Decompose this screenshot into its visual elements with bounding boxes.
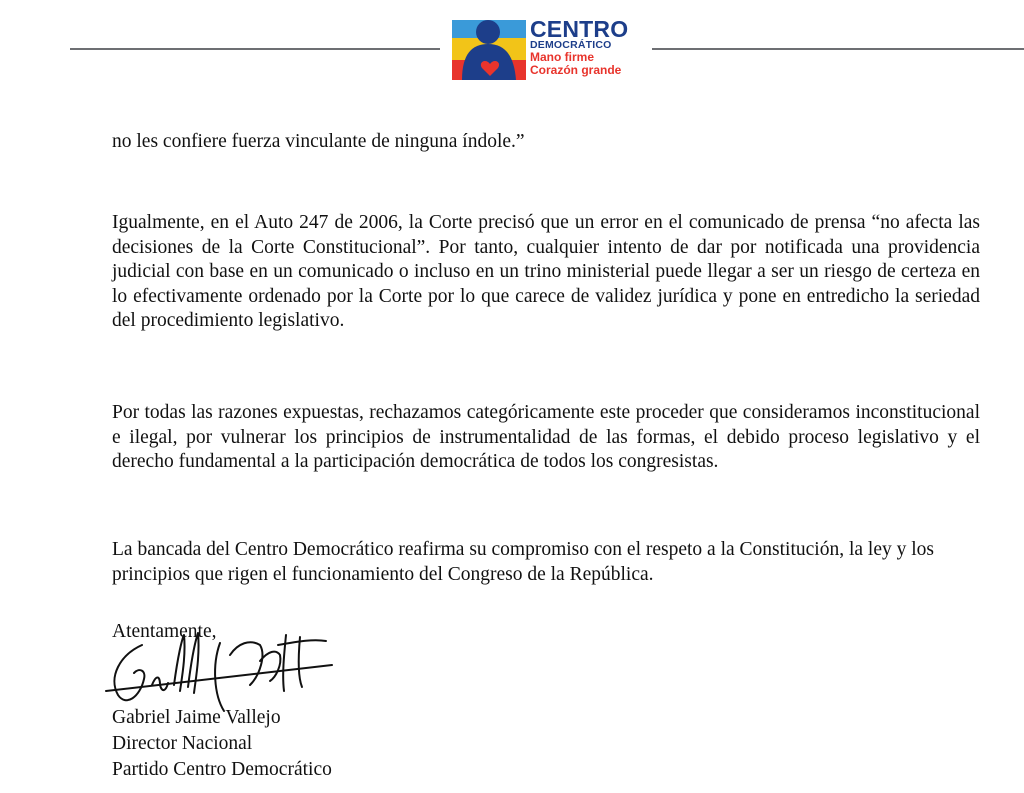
logo-slogan-line1: Mano firme xyxy=(530,50,595,64)
paragraph-razones: Por todas las razones expuestas, rechazamos categóricamente este proceder que consideramos inconstitucional e ilegal, por vulnerar los principios de instrumentalidad de las formas, el debido proceso legislativo y el derecho fundamental a la participación democrática de todos los congresistas. xyxy=(112,402,980,472)
signature-block xyxy=(112,705,332,783)
logo-name: CENTRO xyxy=(530,16,629,42)
signatory-title: Director Nacional xyxy=(112,733,253,754)
party-logo xyxy=(452,14,648,86)
signatory-organization: Partido Centro Democrático xyxy=(112,759,332,780)
paragraph-auto-247: Igualmente, en el Auto 247 de 2006, la Corte precisó que un error en el comunicado de prensa “no afecta las decisiones de la Corte Constitucional”. Por tanto, cualquier intento de dar por notificada una providencia judicial con base en un comunicado o incluso en un trino ministerial puede llegar a ser un riesgo de certeza en lo efectivamente ordenado por la Corte por lo que carece de validez jurídica y pone en entredicho la seriedad del procedimiento legislativo. xyxy=(112,212,980,331)
paragraph-compromiso: La bancada del Centro Democrático reafirma su compromiso con el respeto a la Constitución, la ley y los principios que rigen el funcionamiento del Congreso de la República. xyxy=(112,539,934,585)
header-rule-right xyxy=(652,48,1024,50)
party-logo-emblem-icon xyxy=(452,14,528,84)
logo-slogan-line2: Corazón grande xyxy=(530,63,622,77)
closing-salutation: Atentamente, xyxy=(112,621,217,642)
paragraph-continuation: no les confiere fuerza vinculante de ninguna índole.” xyxy=(112,131,525,152)
signatory-name: Gabriel Jaime Vallejo xyxy=(112,707,281,728)
logo-subtitle: DEMOCRÁTICO xyxy=(530,39,612,51)
header-rule-left xyxy=(70,48,440,50)
